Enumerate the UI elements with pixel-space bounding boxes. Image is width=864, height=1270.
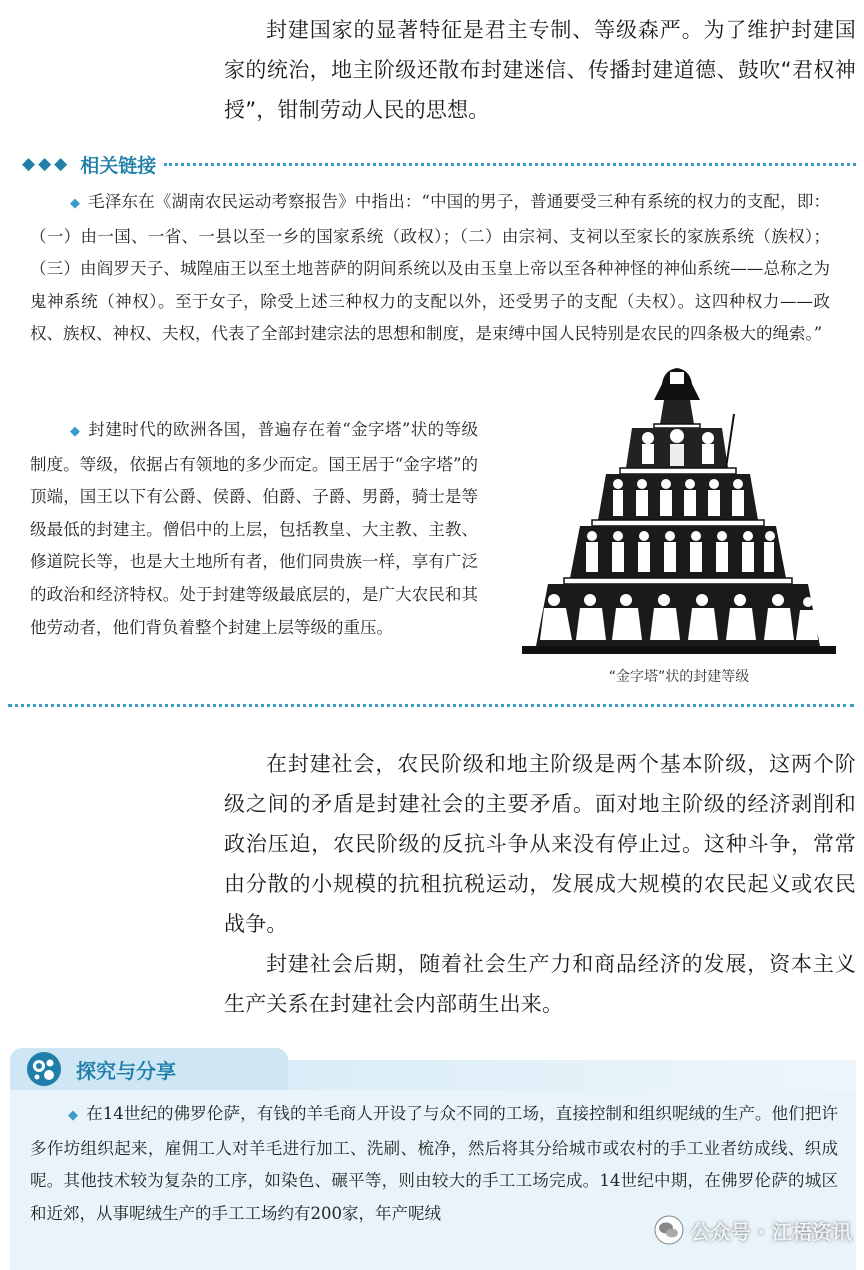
related-links-title: 相关链接 [80, 154, 157, 177]
wechat-logo-icon [654, 1215, 684, 1245]
diamond-icons: ◆◆◆ [22, 154, 71, 174]
diamond-bullet-icon: ◆ [70, 424, 81, 439]
diamond-bullet-icon: ◆ [68, 1108, 79, 1123]
explore-share-tab [10, 1048, 288, 1090]
dotted-divider [164, 163, 856, 166]
pyramid-illustration [514, 364, 844, 692]
figure-caption: “金字塔”状的封建等级 [608, 669, 750, 685]
florence-text: 在14世纪的佛罗伦萨，有钱的羊毛商人开设了与众不同的工场，直接控制和组织呢绒的生产。他们把许多作坊组织起来，雇佣工人对羊毛进行加工、洗刷、梳净，然后将其分给城市或农村的手工业者纺成线、织成呢。其他技术较为复杂的工序，如染色、碾平等，则由较大的手工工场完成。14世纪中期，在佛罗伦萨的城区和近郊，从事呢绒生产的手工工场约有200家，年产呢绒 [30, 1104, 838, 1223]
watermark-text: 公众号 · 江梧资讯 [690, 1219, 852, 1244]
section-end-divider [8, 704, 854, 707]
diamond-bullet-icon: ◆ [70, 196, 81, 211]
paragraph-capitalism-emerges: 封建社会后期，随着社会生产力和商品经济的发展，资本主义生产关系在封建社会内部萌生出来。 [224, 952, 856, 1016]
mao-quote-text: 毛泽东在《湖南农民运动考察报告》中指出：“中国的男子，普通要受三种有系统的权力的支配，即：（一）由一国、一省、一县以至一乡的国家系统（政权）；（二）由宗祠、支祠以至家长的家族系统（族权）；（三）由阎罗天子、城隍庙王以至土地菩萨的阴间系统以及由玉皇上帝以至各种神怪的神仙系统——总称之为鬼神系统（神权）。至于女子，除受上述三种权力的支配以外，还受男子的支配（夫权）。这四种权力——政权、族权、神权、夫权，代表了全部封建宗法的思想和制度，是束缚中国人民特别是农民的四条极大的绳索。” [30, 192, 831, 344]
intro-text-block [224, 10, 856, 130]
feudal-pyramid-image [514, 364, 844, 660]
europe-pyramid-text: 封建时代的欧洲各国，普遍存在着“金字塔”状的等级制度。等级，依据占有领地的多少而定。国王居于“金字塔”的顶端，国王以下有公爵、侯爵、伯爵、子爵、男爵，骑士是等级最低的封建主。僧侣中的上层，包括教皇、大主教、主教、修道院长等，也是大土地所有者，他们同贵族一样，享有广泛的政治和经济特权。处于封建等级最底层的，是广大农民和其他劳动者，他们背负着整个封建上层等级的重压。 [30, 420, 478, 637]
body-text-block [224, 744, 856, 1024]
watermark [654, 1210, 852, 1250]
related-links-body-2 [30, 414, 478, 644]
paragraph-class-struggle: 在封建社会，农民阶级和地主阶级是两个基本阶级，这两个阶级之间的矛盾是封建社会的主要矛盾。面对地主阶级的经济剥削和政治压迫，农民阶级的反抗斗争从来没有停止过。这种斗争，常常由分散的小规模的抗租抗税运动，发展成大规模的农民起义或农民战争。 [224, 752, 856, 936]
tab-band [272, 1060, 856, 1090]
paragraph-feudal-state: 封建国家的显著特征是君主专制、等级森严。为了维护封建国家的统治，地主阶级还散布封建迷信、传播封建道德、鼓吹“君权神授”，钳制劳动人民的思想。 [224, 18, 856, 122]
related-links-header [22, 150, 856, 178]
paragraph-europe-pyramid [30, 414, 478, 644]
flask-bubbles-icon [26, 1051, 62, 1087]
explore-share-title: 探究与分享 [76, 1058, 176, 1083]
paragraph-mao-quote [30, 186, 830, 351]
related-links-body [30, 186, 830, 351]
